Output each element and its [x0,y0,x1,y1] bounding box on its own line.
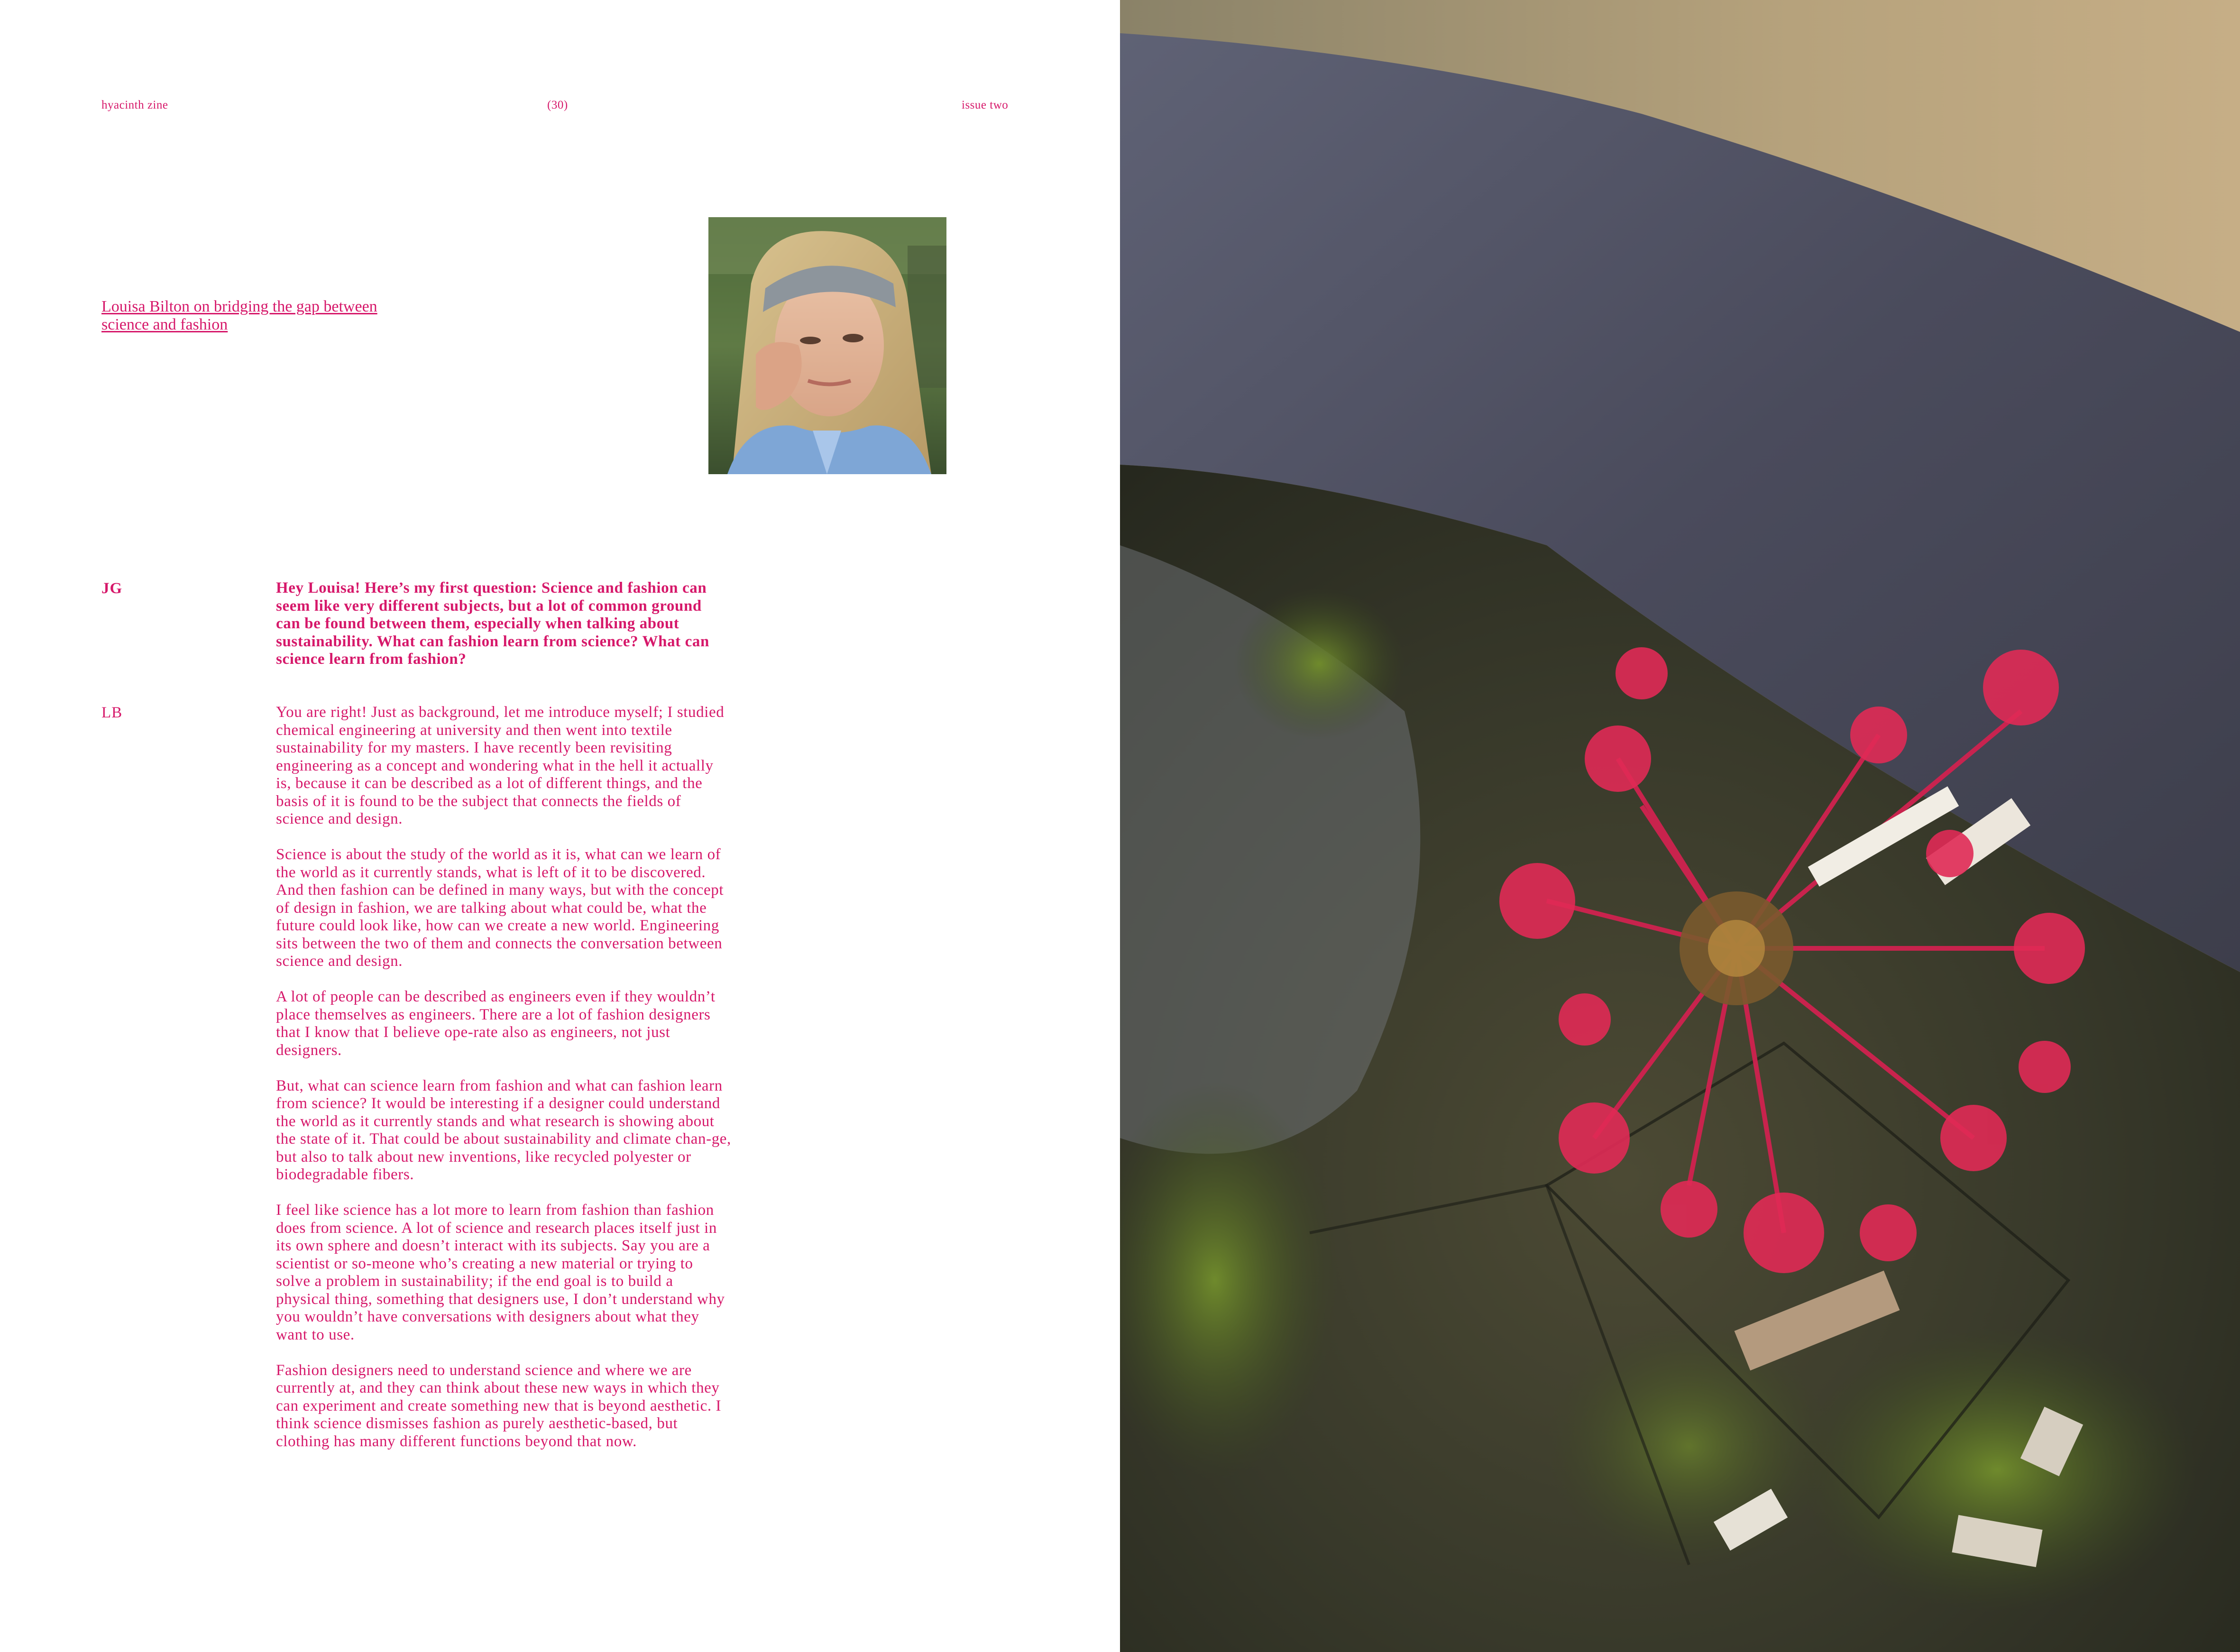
answer-paragraph: Science is about the study of the world as it is, what can we learn of the world as it currently stands, what is left of it to be discovered. And then fashion can be defined in many ways, but with the concept of design in fashion, we are talking about what could be, what the future could look like, how can we create a new world. Engineering sits between the two of them and connects the conversation between science and design. [276,846,724,970]
portrait-photo-image [708,217,946,474]
headline-line-2: science and fashion [101,316,228,333]
article-headline [101,298,433,334]
zine-title: hyacinth zine [101,99,168,111]
answer-paragraph: Fashion designers need to understand science and where we are currently at, and they can think about these new ways in which they can experiment and create something new that is beyond aesthetic. I think science dismisses fashion as purely aesthetic-based, but clothing has many different functions beyond that now. [276,1361,722,1450]
page-number: (30) [547,99,568,111]
portrait-photo [708,217,946,474]
answer-paragraph: But, what can science learn from fashion and what can fashion learn from science? It would be interesting if a designer could understand the world as it currently stands and what research is showing about the state of it. That could be about sustainability and climate chan-ge, but also to talk about new inventions, like recycled polyester or biodegradable fibers. [276,1077,731,1183]
plant-on-pavement-photo [1120,0,2240,1652]
issue-label: issue two [962,99,1009,111]
answer-paragraph: You are right! Just as background, let me introduce myself; I studied chemical engineering at university and then went into textile sustainability for my masters. I have recently been revisiting engineering as a concept and wondering what in the hell it actually is, because it can be described as a lot of different things, and the basis of it is found to be the subject that connects the fields of science and design. [276,704,725,827]
answer-paragraph: A lot of people can be described as engineers even if they wouldn’t place themselves as engineers. There are a lot of fashion designers that I know that I believe ope-rate also as engineers, not just designers. [276,988,716,1059]
answer-paragraph: I feel like science has a lot more to learn from fashion than fashion does from science. A lot of science and research places itself just in its own sphere and doesn’t interact with its subjects. Say you are a scientist or so-meone who’s creating a new material or trying to solve a problem in sustainability; if the end goal is to build a physical thing, something that designers use, I don’t understand why you wouldn’t have conversations with designers about what they want to use. [276,1202,725,1343]
speaker-label-jg: JG [101,580,123,597]
headline-line-1: Louisa Bilton on bridging the gap between [101,298,377,315]
interview-question: Hey Louisa! Here’s my first question: Science and fashion can seem like very different subjects, but a lot of common ground can be found between them, especially when talking about sustainability. What can fashion learn from science? What can science learn from fashion? [276,579,709,668]
speaker-label-lb: LB [101,704,123,721]
full-bleed-photo [1120,0,2240,1652]
interview-answer [276,704,731,1468]
